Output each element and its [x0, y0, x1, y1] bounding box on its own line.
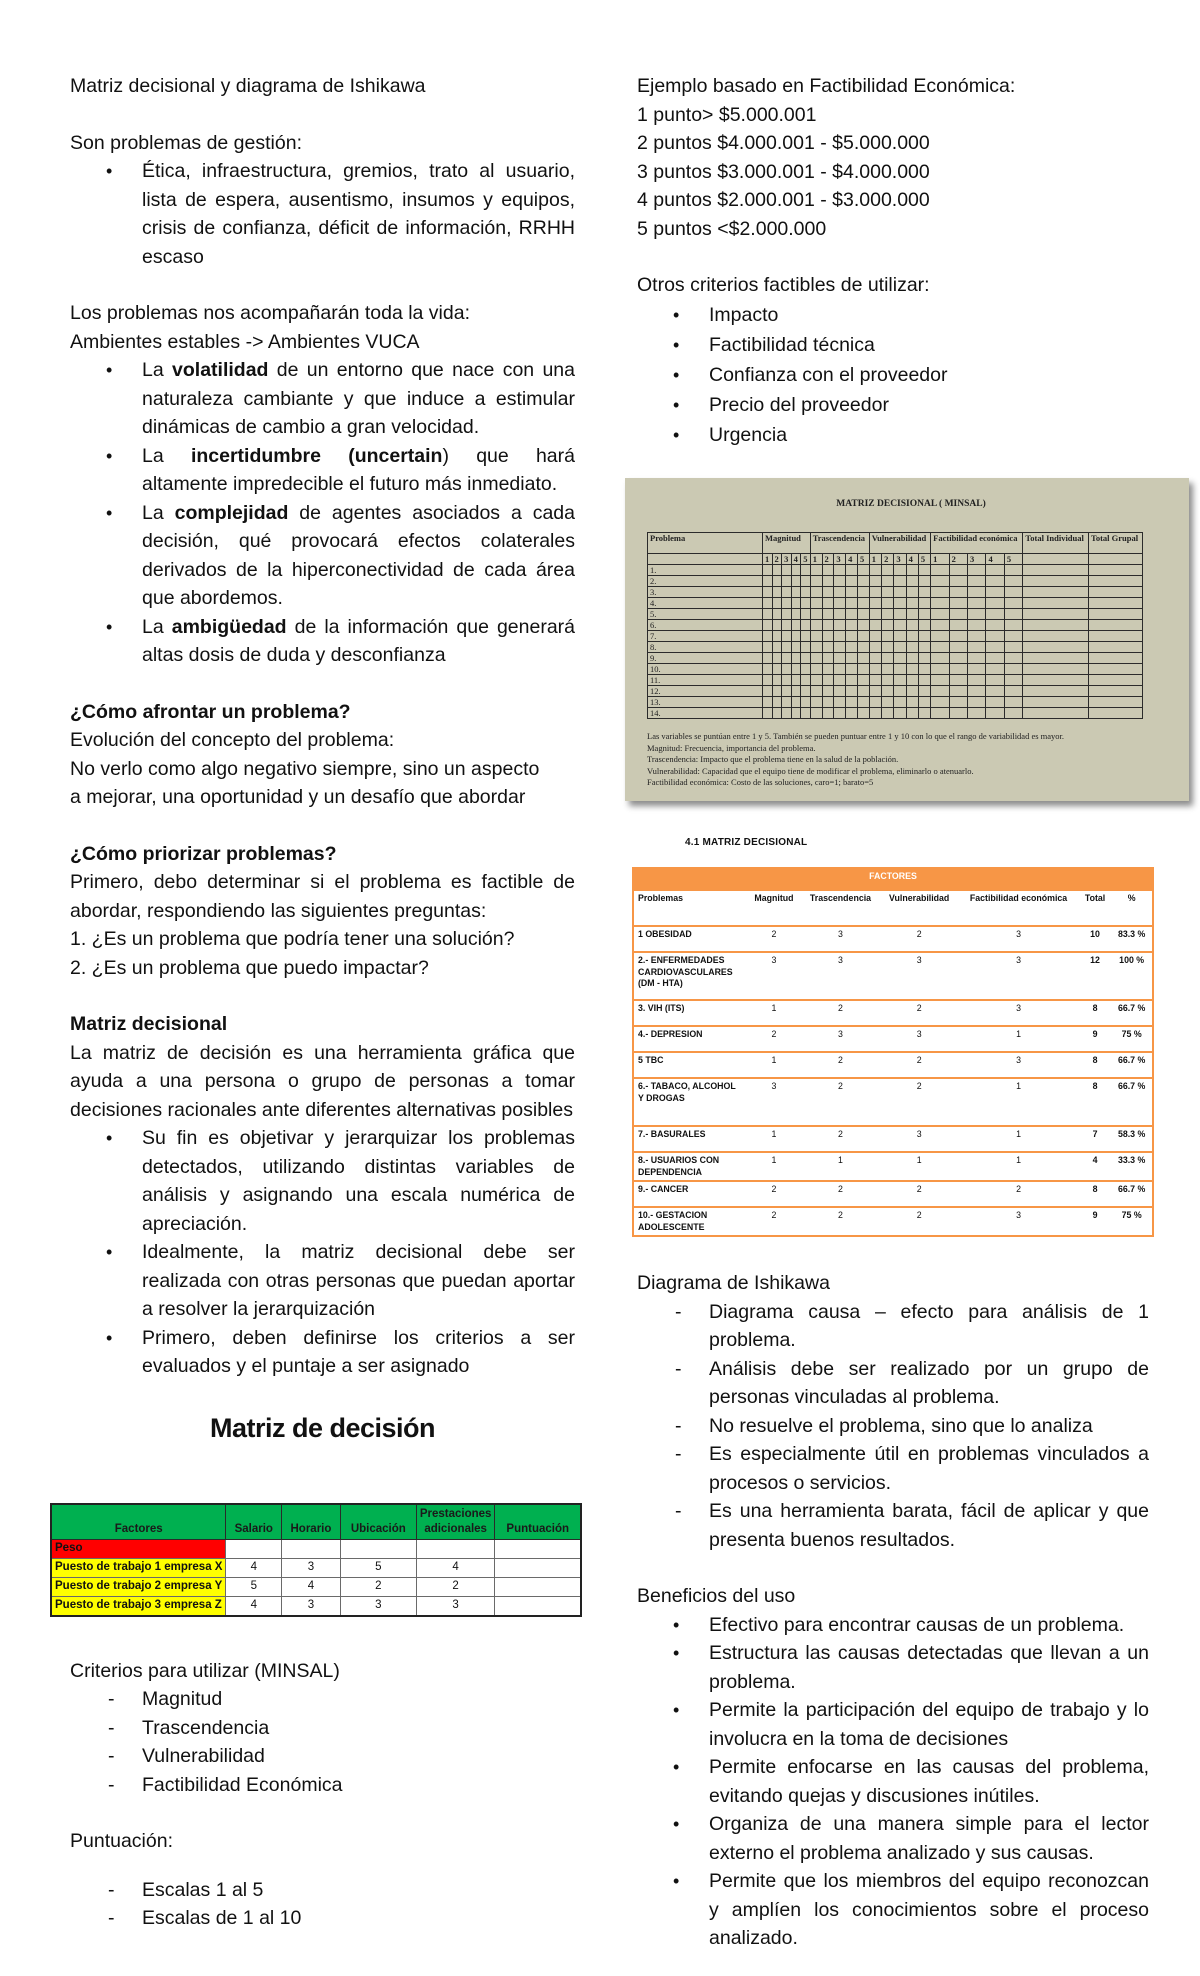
priorizar-question: 2. ¿Es un problema que puedo impactar?	[70, 956, 429, 979]
vuca-subtitle: Ambientes estables -> Ambientes VUCA	[70, 330, 420, 353]
afrontar-line: a mejorar, una oportunidad y un desafío que abordar	[70, 786, 526, 808]
list-item: • Idealmente, la matriz decisional debe ser realizada con otras personas que puedan aportar a resolver la jerarquización	[70, 1238, 575, 1324]
scale-cell: 5	[801, 554, 811, 565]
scale-cell: 3	[782, 554, 792, 565]
table-row: 6.	[648, 620, 1143, 631]
list-item: - Escalas de 1 al 10	[70, 1904, 575, 1933]
table-row: 3. VIH (ITS) 1 2 2 3 8 66.7 %	[633, 1000, 1153, 1026]
vuca-list	[70, 356, 575, 670]
otros-heading: Otros criterios factibles de utilizar:	[637, 274, 930, 296]
list-item: • Organiza de una manera simple para el lector externo el problema analizado y sus causas.	[637, 1810, 1149, 1867]
table-row: Puesto de trabajo 3 empresa Z 4 3 3 3	[51, 1596, 581, 1616]
matriz-heading: Matriz decisional	[70, 1013, 228, 1035]
table-row: 7.- BASURALES 1 2 3 1 7 58.3 %	[633, 1126, 1153, 1152]
table-row: 2.- ENFERMEDADES CARDIOVASCULARES (DM - HTA) 3 3 3 3 12 100 %	[633, 952, 1153, 1000]
table-row: 2.	[648, 576, 1143, 587]
scale-cell: 5	[1004, 554, 1022, 565]
list-item: • Su fin es objetivar y jerarquizar los problemas detectados, utilizando distintas variables de análisis y asignando una escala numérica de apreciación.	[70, 1124, 575, 1238]
list-item: - Vulnerabilidad	[70, 1742, 575, 1771]
matriz-text: La matriz de decisión es una herramienta gráfica que ayuda a una persona o grupo de personas a tomar decisiones racionales ante diferentes alternativas posibles	[70, 1041, 575, 1121]
minsal-notes: Las variables se puntúan entre 1 y 5. También se pueden puntuar entre 1 y 10 con lo que el rango de variabilidad es mayor. Magnitud: Frecuencia, importancia del problema. Trascendencia: Impacto que el problema tiene en la salud de la población. Vulnerabilidad: Capacidad que el equipo tiene de modificar el problema, eliminarlo o atenuarlo. Factibilidad económica: Costo de las soluciones, caro=1; barato=5	[647, 731, 1065, 787]
table-row: 9.	[648, 653, 1143, 664]
priorizar-question: 1. ¿Es un problema que podría tener una solución?	[70, 928, 515, 950]
list-item: • Primero, deben definirse los criterios a ser evaluados y el puntaje a ser asignado	[70, 1324, 575, 1381]
table-row: 8.- USUARIOS CON DEPENDENCIA 1 1 1 1 4 33.3 %	[633, 1152, 1153, 1181]
otros-list	[637, 300, 1149, 450]
criterios-heading: Criterios para utilizar (MINSAL)	[70, 1659, 340, 1682]
vuca-intro: Los problemas nos acompañarán toda la vida:	[70, 302, 470, 324]
scale-cell: 1	[810, 554, 822, 565]
list-item: • Estructura las causas detectadas que llevan a un problema.	[637, 1639, 1149, 1696]
scale-cell: 2	[822, 554, 834, 565]
scale-cell: 2	[949, 554, 967, 565]
afrontar-line: No verlo como algo negativo siempre, sino un aspecto	[70, 757, 540, 780]
ishikawa-heading: Diagrama de Ishikawa	[637, 1272, 830, 1294]
scale-cell: 2	[772, 554, 782, 565]
scale-cell: 4	[906, 554, 918, 565]
list-item: - Es especialmente útil en problemas vinculados a procesos o servicios.	[637, 1440, 1149, 1497]
management-problems-heading: Son problemas de gestión:	[70, 131, 302, 154]
table-row: 13.	[648, 697, 1143, 708]
list-item: - Es una herramienta barata, fácil de aplicar y que presenta buenos resultados.	[637, 1497, 1149, 1554]
ejemplo-line: 1 punto> $5.000.001	[637, 103, 817, 126]
list-item: • Urgencia	[637, 420, 1149, 450]
left-column	[55, 72, 576, 1933]
table-row: 11.	[648, 675, 1143, 686]
ejemplo-line: 3 puntos $3.000.001 - $4.000.000	[637, 160, 930, 183]
scale-cell: 2	[882, 554, 894, 565]
list-item: - Factibilidad Económica	[70, 1771, 575, 1800]
criterios-list	[70, 1685, 575, 1799]
table-header: Factores	[51, 1504, 226, 1540]
scale-cell: 5	[857, 554, 869, 565]
table-row: 6.- TABACO, ALCOHOL Y DROGAS 3 2 2 1 8 66.7 %	[633, 1078, 1153, 1126]
puntuacion-list	[70, 1876, 575, 1933]
scale-cell: 4	[846, 554, 858, 565]
ejemplo-line: 2 puntos $4.000.001 - $5.000.000	[637, 132, 930, 154]
table-header: Prestaciones adicionales	[416, 1504, 495, 1540]
list-item: • Permite enfocarse en las causas del problema, evitando quejas y discusiones inútiles.	[637, 1753, 1149, 1810]
list-item: - Análisis debe ser realizado por un grupo de personas vinculadas al problema.	[637, 1355, 1149, 1412]
matriz-list	[70, 1124, 575, 1381]
beneficios-heading: Beneficios del uso	[637, 1585, 796, 1607]
list-item: - Diagrama causa – efecto para análisis de 1 problema.	[637, 1298, 1149, 1355]
decision-table	[50, 1503, 582, 1617]
priority-matrix-table: FACTORES Problemas Magnitud Trascendencia Vulnerabilidad Factibilidad económica Total % 1 OBESIDAD 2 3 2 3 10 83.3 % 2.- ENFERMEDADES CARDIOVASCULARES (DM - HTA) 3 3 3 3 12 100 % 3. VIH (ITS) 1 2 2 3 8 66.7 % 4.- DEPRESION 2 3 3 1 9 75 % 5 TBC 1 2 2 3 8 66.7 % 6.- TABACO, ALCOHOL Y DROGAS 3 2 2 1 8 66.7 % 7.- BASURALES 1 2 3 1 7 58.3 % 8.- USUARIOS CON DEPENDENCIA 1 1 1 1 4 33.3 % 9.- CANCER 2 2 2 2 8 66.7 % 10.- GESTACION ADOLESCENTE 2 2 2 3 9 75 %	[632, 867, 1154, 1237]
scale-cell: 1	[869, 554, 881, 565]
scale-cell: 4	[791, 554, 801, 565]
puntuacion-heading: Puntuación:	[70, 1830, 173, 1852]
table-row: Puesto de trabajo 1 empresa X 4 3 5 4	[51, 1558, 581, 1577]
table-header: Salario	[226, 1504, 282, 1540]
list-item: • Efectivo para encontrar causas de un problema.	[637, 1611, 1149, 1640]
list-item: • La volatilidad de un entorno que nace con una naturaleza cambiante y que induce a estimular dinámicas de cambio a gran velocidad.	[70, 356, 575, 442]
table-row: 8.	[648, 642, 1143, 653]
management-problems-list	[70, 157, 575, 271]
list-item: • Precio del proveedor	[637, 390, 1149, 420]
list-item: • Confianza con el proveedor	[637, 360, 1149, 390]
list-item: • Impacto	[637, 300, 1149, 330]
decision-table-title: Matriz de decisión	[209, 1412, 436, 1443]
list-item: • Permite la participación del equipo de trabajo y lo involucra en la toma de decisiones	[637, 1696, 1149, 1753]
orange-table-title: 4.1 MATRIZ DECISIONAL	[685, 836, 808, 848]
priorizar-text: Primero, debo determinar si el problema es factible de abordar, respondiendo las siguientes preguntas:	[70, 871, 575, 922]
table-row: 10.- GESTACION ADOLESCENTE 2 2 2 3 9 75 %	[633, 1207, 1153, 1236]
table-row: 14.	[648, 708, 1143, 719]
scale-cell: 4	[986, 554, 1004, 565]
table-header: Puntuación	[495, 1504, 581, 1540]
minsal-matrix-image	[625, 478, 1189, 801]
table-row: 7.	[648, 631, 1143, 642]
scale-cell: 3	[834, 554, 846, 565]
table-row: 1 OBESIDAD 2 3 2 3 10 83.3 %	[633, 926, 1153, 952]
table-header: Horario	[282, 1504, 341, 1540]
table-row: 3.	[648, 587, 1143, 598]
list-item: - Trascendencia	[70, 1714, 575, 1743]
ejemplo-line: 5 puntos <$2.000.000	[637, 217, 827, 240]
table-row: 4.	[648, 598, 1143, 609]
ejemplo-line: 4 puntos $2.000.001 - $3.000.000	[637, 189, 930, 211]
document-title: Matriz decisional y diagrama de Ishikawa	[70, 75, 426, 97]
scale-cell: 1	[931, 554, 949, 565]
list-item: • La ambigüedad de la información que generará altas dosis de duda y desconfianza	[70, 613, 575, 670]
table-row: 12.	[648, 686, 1143, 697]
table-row: Peso	[51, 1539, 581, 1558]
ejemplo-heading: Ejemplo basado en Factibilidad Económica:	[637, 75, 1016, 97]
minsal-title: MATRIZ DECISIONAL ( MINSAL)	[836, 498, 986, 509]
beneficios-list	[637, 1611, 1149, 1953]
table-row: 5 TBC 1 2 2 3 8 66.7 %	[633, 1052, 1153, 1078]
table-row: 1.	[648, 565, 1143, 576]
ishikawa-list	[637, 1298, 1149, 1555]
table-row: Puesto de trabajo 2 empresa Y 5 4 2 2	[51, 1577, 581, 1596]
list-item: - Magnitud	[70, 1685, 575, 1714]
table-row: 5.	[648, 609, 1143, 620]
scale-cell: 3	[894, 554, 906, 565]
list-item: • La complejidad de agentes asociados a cada decisión, qué provocará efectos colaterales derivados de la hiperconectividad de cada área que abordemos.	[70, 499, 575, 613]
minsal-grid: Problema Magnitud Trascendencia Vulnerabilidad Factibilidad económica Total Individual Total Grupal 1 2 3 4 5 1 2 3 4 5 1 2 3 4 5 1 2 3 4 5 1. 2. 3. 4. 5. 6. 7. 8. 9. 10. 11. 12. 13. 14.	[647, 532, 1143, 719]
table-row: 10.	[648, 664, 1143, 675]
scale-cell: 1	[763, 554, 773, 565]
scale-cell: 5	[918, 554, 930, 565]
table-header: Ubicación	[340, 1504, 416, 1540]
table-row: 4.- DEPRESION 2 3 3 1 9 75 %	[633, 1026, 1153, 1052]
list-item: • La incertidumbre (uncertain) que hará altamente impredecible el futuro más inmediato.	[70, 442, 575, 499]
afrontar-line: Evolución del concepto del problema:	[70, 729, 395, 751]
list-item: • Factibilidad técnica	[637, 330, 1149, 360]
list-item: - Escalas 1 al 5	[70, 1876, 575, 1905]
list-item: • Ética, infraestructura, gremios, trato al usuario, lista de espera, ausentismo, insumos y equipos, crisis de confianza, déficit de información, RRHH escaso	[70, 157, 575, 271]
priorizar-heading: ¿Cómo priorizar problemas?	[70, 842, 337, 865]
table-row: 9.- CANCER 2 2 2 2 8 66.7 %	[633, 1181, 1153, 1207]
afrontar-heading: ¿Cómo afrontar un problema?	[70, 700, 351, 723]
list-item: - No resuelve el problema, sino que lo analiza	[637, 1412, 1149, 1441]
right-column	[637, 72, 1149, 1953]
scale-cell: 3	[968, 554, 986, 565]
list-item: • Permite que los miembros del equipo reconozcan y amplíen los conocimientos sobre el proceso analizado.	[637, 1867, 1149, 1953]
